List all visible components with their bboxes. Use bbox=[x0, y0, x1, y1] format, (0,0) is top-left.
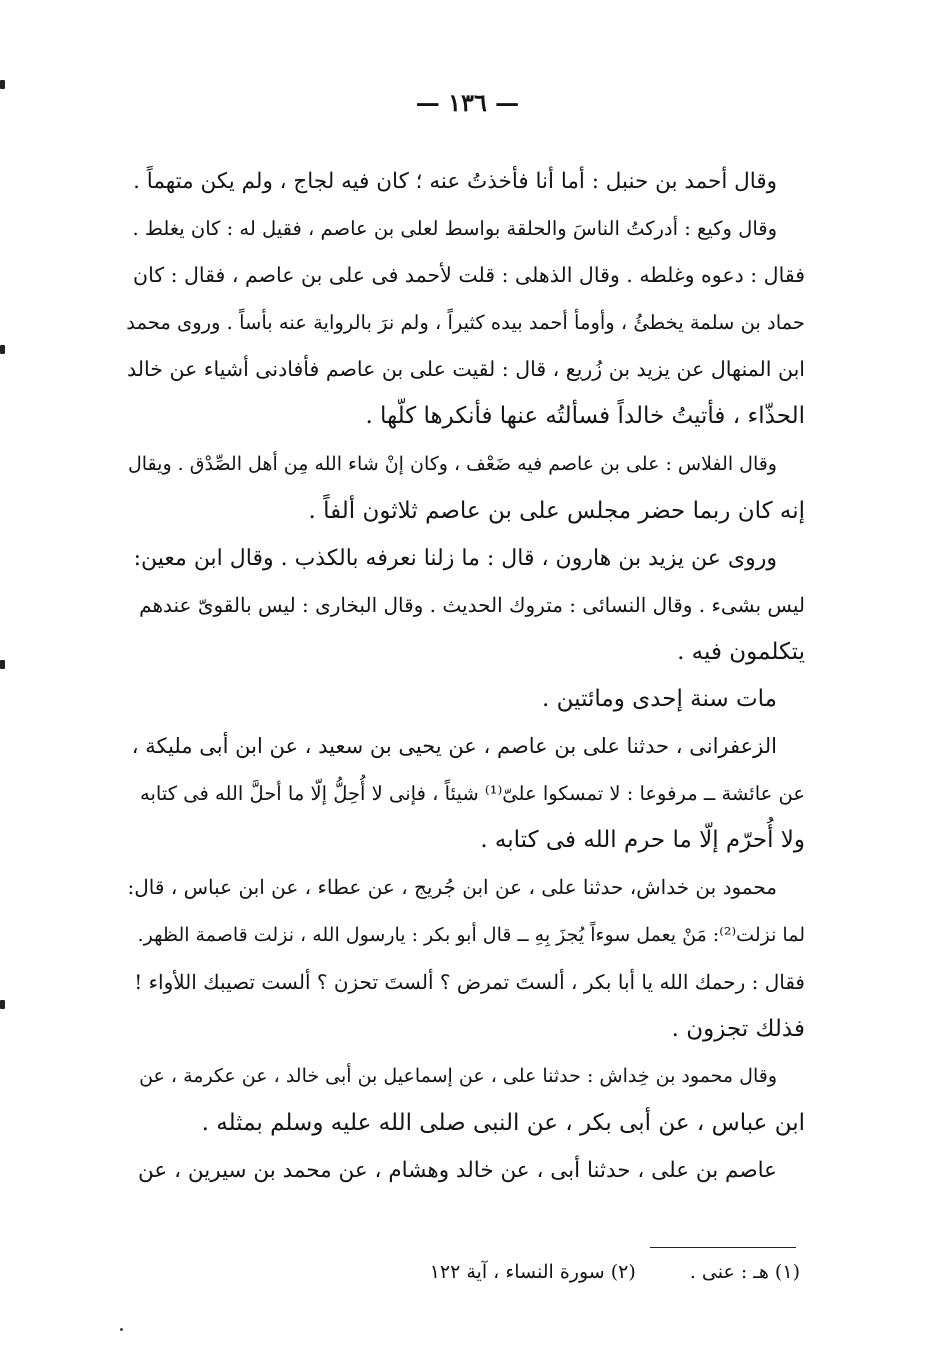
text-line: وقال الفلاس : على بن عاصم فيه ضَعْف ، وكان إنْ شاء الله مِن أهل الصِّدْق . ويقال bbox=[127, 452, 777, 475]
scan-speck bbox=[120, 1328, 123, 1331]
text-line: ابن عباس ، عن أبى بكر ، عن النبى صلى الله عليه وسلم بمثله . bbox=[201, 1109, 805, 1136]
text-line: عن عائشة ــ مرفوعا : لا تمسكوا علىّ⁽¹⁾ شيئاً ، فإنى لا أُحِلُّ إلّا ما أحلَّ الله فى كتابه bbox=[140, 782, 805, 806]
main-text bbox=[125, 158, 805, 1194]
footnote-divider bbox=[650, 1247, 796, 1248]
footnote-1: (١) هـ : عنى . bbox=[689, 1261, 800, 1283]
text-line: يتكلمون فيه . bbox=[677, 638, 805, 665]
text-line: ولا أُحرّم إلّا ما حرم الله فى كتابه . bbox=[480, 827, 805, 854]
text-line: محمود بن خداش، حدثنا على ، عن ابن جُريج ، عن عطاء ، عن ابن عباس ، قال: bbox=[127, 875, 777, 900]
text-line: لما نزلت⁽²⁾: مَنْ يعمل سوءاً يُجزَ بِهِ ــ قال أبو بكر : يارسول الله ، نزلت قاصمة الظهر. bbox=[137, 923, 805, 946]
text-line: وقال أحمد بن حنبل : أما أنا فأخذتُ عنه ؛ كان فيه لجاج ، ولم يكن متهماً . bbox=[133, 169, 777, 194]
page-number: — ١٣٦ — bbox=[415, 88, 520, 117]
text-line: فقال : رحمك الله يا أبا بكر ، ألستَ تمرض ؟ ألستَ تحزن ؟ ألست تصيبك اللأواء ! bbox=[134, 969, 805, 994]
text-line: عاصم بن على ، حدثنا أبى ، عن خالد وهشام ، عن محمد بن سيرين ، عن bbox=[138, 1157, 777, 1183]
footnotes bbox=[360, 1257, 800, 1287]
text-line: ليس بشىء . وقال النسائى : متروك الحديث . وقال البخارى : ليس بالقوىّ عندهم bbox=[139, 592, 805, 617]
text-line: حماد بن سلمة يخطئُ ، وأومأ أحمد بيده كثيراً ، ولم نرَ بالرواية عنه بأساً . وروى محمد bbox=[126, 311, 805, 335]
text-line: وقال وكيع : أدركتُ الناسَ والحلقة بواسط لعلى بن عاصم ، فقيل له : كان يغلط . bbox=[132, 217, 777, 241]
scan-edge-mark bbox=[0, 1000, 5, 1009]
text-line: الزعفرانى ، حدثنا على بن عاصم ، عن يحيى بن سعيد ، عن ابن أبى مليكة ، bbox=[131, 734, 777, 759]
text-line: فقال : دعوه وغلطه . وقال الذهلى : قلت لأحمد فى على بن عاصم ، فقال : كان bbox=[133, 263, 805, 288]
text-line: مات سنة إحدى ومائتين . bbox=[542, 686, 777, 713]
scan-edge-mark bbox=[0, 345, 5, 354]
scan-edge-mark bbox=[0, 80, 5, 89]
text-line: الحذّاء ، فأتيتُ خالداً فسألتُه عنها فأنكرها كلّها . bbox=[365, 403, 805, 430]
text-line: وقال محمود بن خِداش : حدثنا على ، عن إسماعيل بن أبى خالد ، عن عكرمة ، عن bbox=[139, 1064, 777, 1087]
text-line: فذلك تجزون . bbox=[671, 1015, 805, 1042]
footnote-2: (٢) سورة النساء ، آية ١٢٢ bbox=[429, 1261, 636, 1283]
text-line: ابن المنهال عن يزيد بن زُريع ، قال : لقيت على بن عاصم فأفادنى أشياء عن خالد bbox=[127, 357, 805, 382]
text-line: وروى عن يزيد بن هارون ، قال : ما زلنا نعرفه بالكذب . وقال ابن معين: bbox=[133, 545, 777, 571]
text-line: إنه كان ربما حضر مجلس على بن عاصم ثلاثون ألفاً . bbox=[308, 497, 805, 524]
scan-edge-mark bbox=[0, 660, 5, 669]
